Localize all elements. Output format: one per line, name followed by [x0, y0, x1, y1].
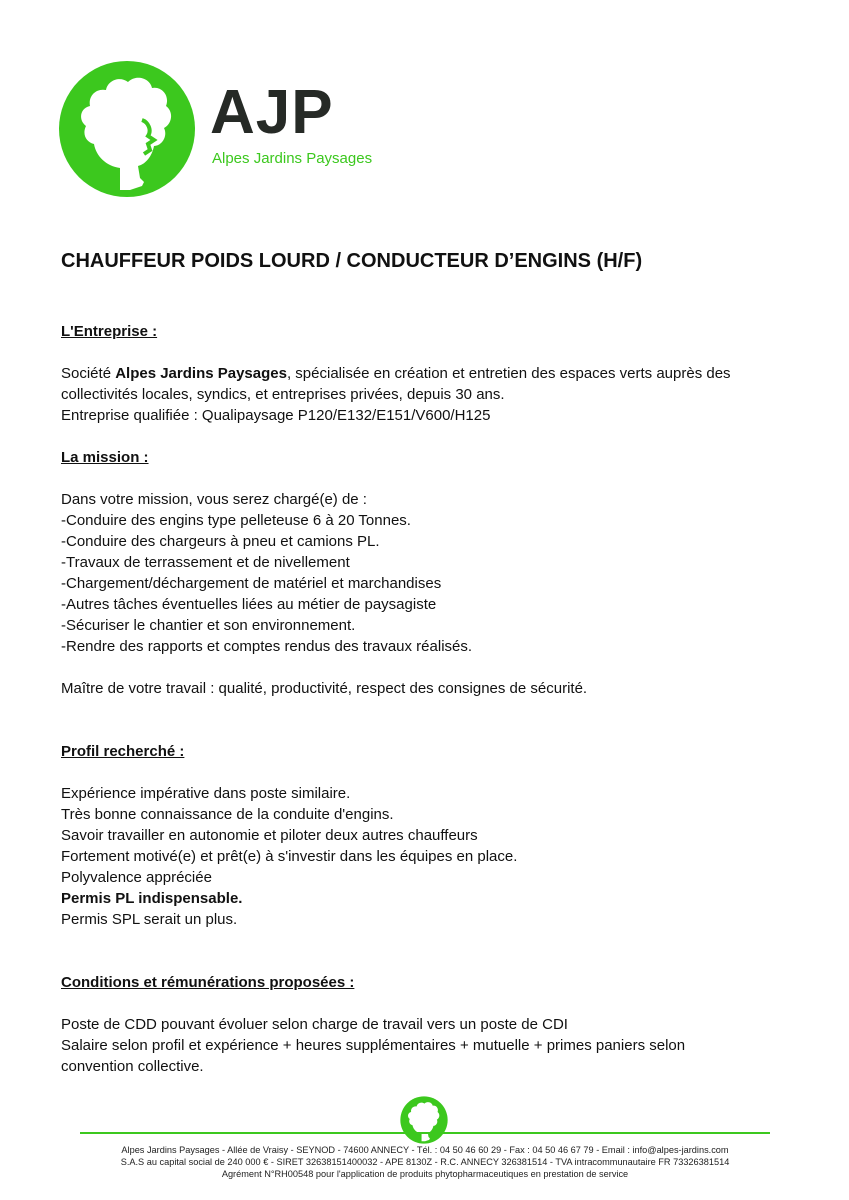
permis-required: Permis PL indispensable. [61, 890, 243, 907]
profil-item: Polyvalence appréciée [61, 869, 212, 886]
mission-closing: Maître de votre travail : qualité, productivité, respect des consignes de sécurité. [61, 680, 588, 697]
logo-name: AJP [210, 78, 334, 147]
mission-task: -Autres tâches éventuelles liées au métier de paysagiste [61, 596, 437, 613]
intro-prefix: Société [61, 365, 116, 382]
tree-head-icon [400, 1096, 448, 1144]
company-name: Alpes Jardins Paysages [115, 365, 287, 382]
footer-divider [80, 1132, 770, 1134]
entreprise-line-1 [61, 363, 791, 384]
section-mission-heading: La mission : [61, 449, 149, 466]
footer-agrement: Agrément N°RH00548 pour l'application de produits phytopharmaceutiques en prestation de service [221, 1169, 629, 1179]
job-title: CHAUFFEUR POIDS LOURD / CONDUCTEUR D’ENGINS (H/F) [61, 250, 643, 272]
mission-task: -Conduire des chargeurs à pneu et camions PL. [61, 533, 380, 550]
footer-address: Alpes Jardins Paysages - Allée de Vraisy - SEYNOD - 74600 ANNECY - Tél. : 04 50 46 60 29 - Fax : 04 50 46 67 79 - Email : info@alpes-jardins.com [121, 1145, 729, 1155]
section-conditions-heading: Conditions et rémunérations proposées : [61, 974, 355, 991]
profil-item: Expérience impérative dans poste similaire. [61, 785, 351, 802]
mission-task: -Sécuriser le chantier et son environnement. [61, 617, 356, 634]
entreprise-description [61, 363, 791, 426]
mission-task: -Travaux de terrassement et de nivellement [61, 554, 350, 571]
mission-list [61, 489, 791, 657]
page-footer [60, 1096, 790, 1186]
profil-item: Fortement motivé(e) et prêt(e) à s'investir dans les équipes en place. [61, 848, 518, 865]
tree-head-icon [58, 60, 196, 198]
entreprise-qualification: Entreprise qualifiée : Qualipaysage P120/E132/E151/V600/H125 [61, 407, 491, 424]
conditions-line: convention collective. [61, 1058, 204, 1075]
section-entreprise-heading: L'Entreprise : [61, 323, 158, 340]
mission-intro: Dans votre mission, vous serez chargé(e) de : [61, 491, 367, 508]
job-offer [61, 248, 791, 1077]
footer-legal: S.A.S au capital social de 240 000 € - SIRET 32638151400032 - APE 8130Z - R.C. ANNECY 326381514 - TVA intracommunautaire FR 73326381514 [120, 1157, 730, 1167]
logo-subtitle: Alpes Jardins Paysages [212, 150, 373, 167]
mission-task: -Rendre des rapports et comptes rendus des travaux réalisés. [61, 638, 473, 655]
conditions-line: Poste de CDD pouvant évoluer selon charge de travail vers un poste de CDI [61, 1016, 568, 1033]
permis-plus: Permis SPL serait un plus. [61, 911, 238, 928]
intro-rest: , spécialisée en création et entretien des espaces verts auprès des [286, 365, 731, 382]
mission-task: -Conduire des engins type pelleteuse 6 à 20 Tonnes. [61, 512, 411, 529]
conditions-line: Salaire selon profil et expérience + heures supplémentaires + mutuelle + primes paniers selon [61, 1037, 686, 1054]
company-logo [58, 60, 398, 200]
entreprise-line-2: collectivités locales, syndics, et entreprises privées, depuis 30 ans. [61, 386, 505, 403]
profil-item: Très bonne connaissance de la conduite d'engins. [61, 806, 394, 823]
conditions-text [61, 1014, 791, 1077]
mission-task: -Chargement/déchargement de matériel et marchandises [61, 575, 442, 592]
profil-item: Savoir travailler en autonomie et piloter deux autres chauffeurs [61, 827, 478, 844]
section-profil-heading: Profil recherché : [61, 743, 185, 760]
profil-list [61, 783, 791, 930]
